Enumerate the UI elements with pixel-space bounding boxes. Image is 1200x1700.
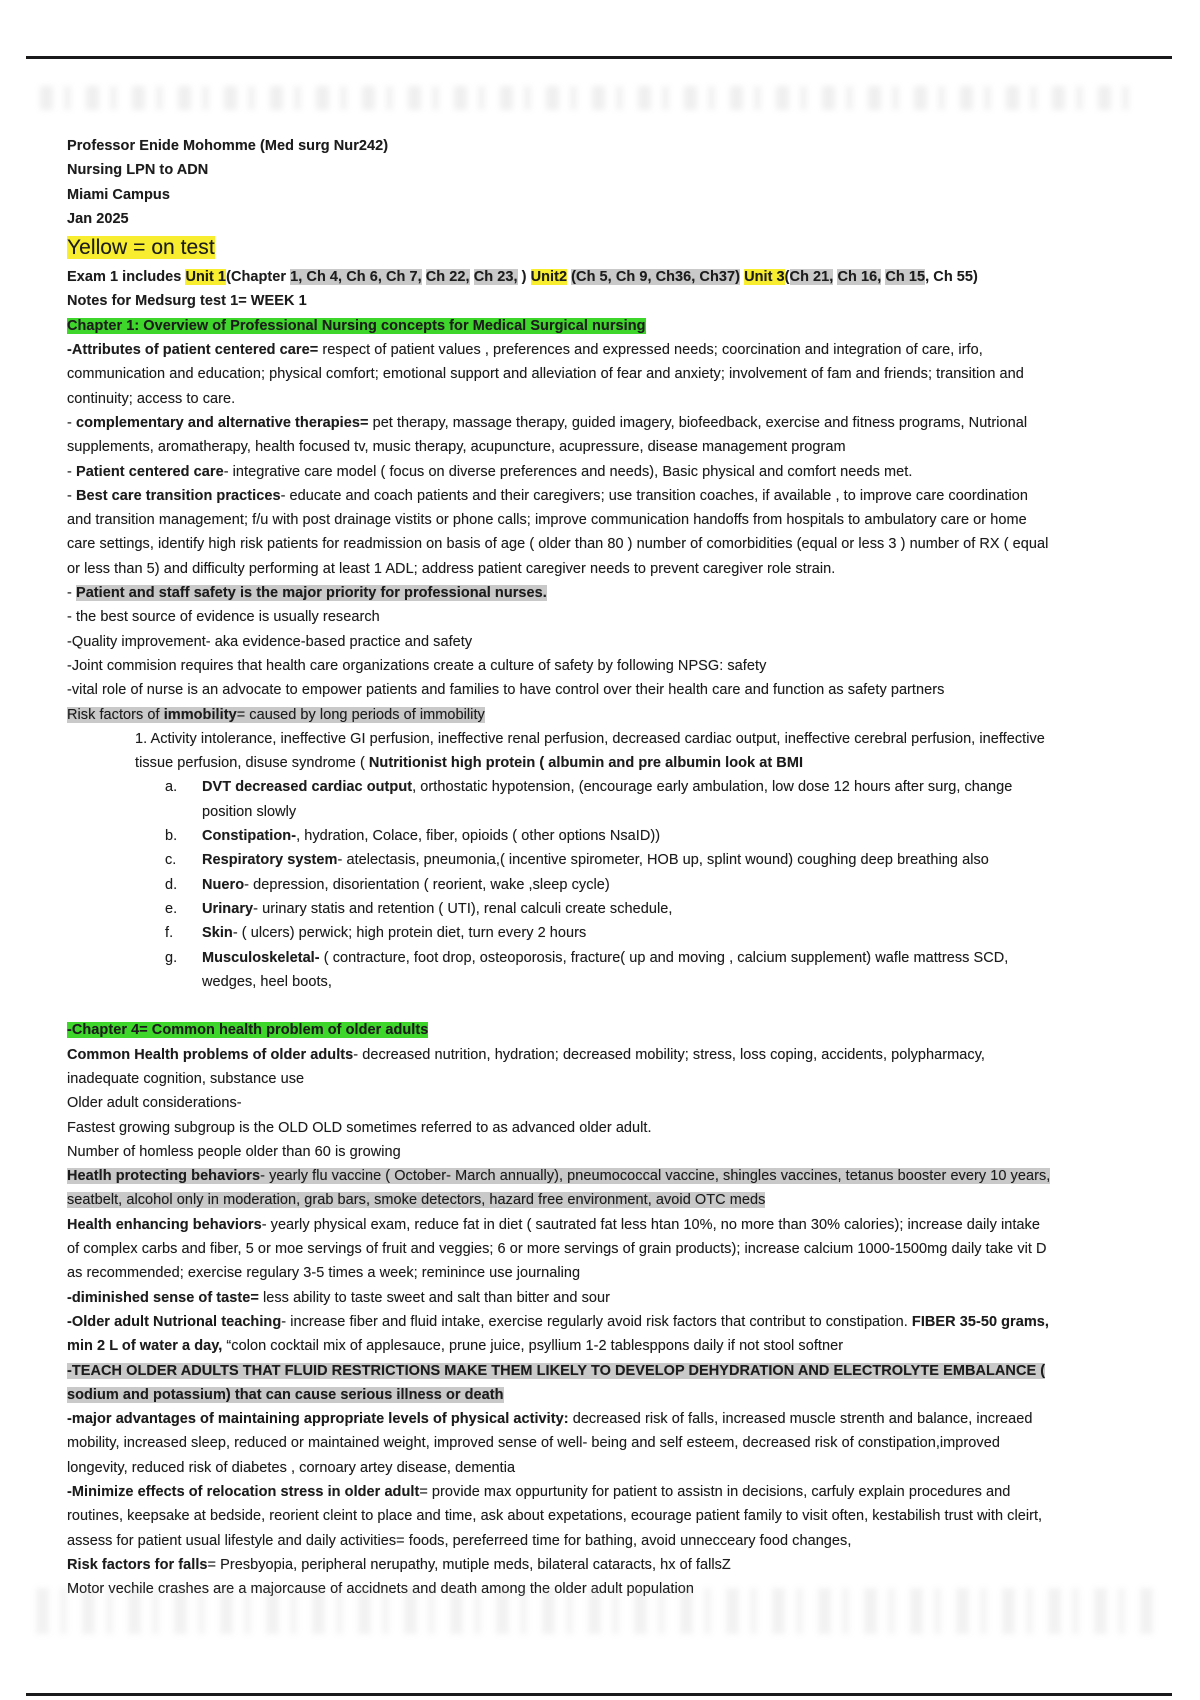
text-line (67, 314, 1052, 338)
text-segment: -Minimize effects of relocation stress in older adult (67, 1484, 420, 1501)
text-segment: decreased risk of falls, increased muscle strenth and balance, increaed mobility, increased sleep, reduced or maintained weight, improved sense of well- being and self esteem, decreased risk of constipation,improved longevity, reduced risk of diabetes , cornoary artey disease, dementia (67, 1411, 1033, 1476)
text-segment: Exam 1 includes (67, 269, 186, 286)
text-segment: -Attributes of patient centered care= (67, 342, 319, 359)
text-segment: DVT decreased cardiac output (202, 779, 413, 796)
list-marker: e. (165, 900, 178, 917)
text-line (67, 338, 1052, 411)
text-segment: Health enhancing behaviors (67, 1216, 262, 1233)
list-item (67, 824, 1052, 848)
list-item (67, 921, 1052, 945)
text-line (67, 460, 1052, 484)
text-line (67, 727, 1052, 776)
text-segment: -vital role of nurse is an advocate to empower patients and families to have control over their health care and function as safety partners (67, 682, 945, 699)
text-segment: “colon cocktail mix of applesauce, prune juice, psyllium 1-2 tablesppons daily if not stool softner (222, 1338, 844, 1355)
text-line (67, 158, 1052, 182)
text-segment: 1, Ch 4, Ch 6, Ch 7, (290, 269, 422, 286)
text-line (67, 1310, 1052, 1359)
text-segment: Number of homless people older than 60 is growing (67, 1143, 401, 1160)
text-segment: Constipation- (202, 828, 297, 845)
text-line (67, 289, 1052, 313)
text-segment: Professor Enide Mohomme (Med surg Nur242) (67, 138, 389, 154)
text-segment: - educate and coach patients and their caregivers; use transition coaches, if available , to improve care coordination and transition management; f/u with post drainage vistits or phone calls; improve communication handoffs from hospitals to ambulatory care or home care settings, identify high risk patients for readmission on basis of age ( older than 80 ) number of comorbidities (equal or less 3 ) number of RX ( equal or less than 5) and difficulty performing at least 1 ADL; address patient caregiver needs to prevent caregiver role strain. (67, 487, 1049, 577)
text-segment: Urinary (202, 900, 254, 917)
list-item (67, 848, 1052, 872)
text-segment: ( contracture, foot drop, osteoporosis, fracture( up and moving , calcium supplement) wafle mattress SCD, wedges, heel boots, (202, 949, 1009, 990)
text-line (67, 1553, 1052, 1577)
text-segment: -Chapter 4= Common health problem of older adults (67, 1022, 429, 1039)
text-segment: Ch 16, (837, 269, 882, 286)
text-segment: Heatlh protecting behaviors (67, 1168, 261, 1185)
text-segment: Yellow = on test (67, 236, 215, 260)
text-line (67, 265, 1052, 289)
text-segment: pet therapy, massage therapy, guided imagery, biofeedback, exercise and fitness programs, Nutrional supplements, aromatherapy, health focused tv, music therapy, acupuncture, acupressure, disease management program (67, 414, 1028, 456)
text-segment: - urinary statis and retention ( UTI), renal calculi create schedule, (253, 900, 673, 917)
text-segment: - integrative care model ( focus on diverse preferences and needs), Basic physical and comfort needs met. (223, 463, 913, 480)
text-segment: - ( ulcers) perwick; high protein diet, turn every 2 hours (232, 925, 587, 942)
text-segment: Ch 21, (789, 269, 834, 286)
text-segment: ) (517, 269, 531, 286)
text-segment: -Older adult Nutrional teaching (67, 1313, 282, 1330)
text-line (67, 630, 1052, 654)
text-line (67, 605, 1052, 629)
list-item-text (202, 873, 1052, 897)
list-item-text (202, 897, 1052, 921)
text-segment: -TEACH OLDER ADULTS THAT FLUID RESTRICTIONS MAKE THEM LIKELY TO DEVELOP DEHYDRATION AND ELECTROLYTE EMBALANCE ( sodium and potassium) that can cause serious illness or death (67, 1362, 1046, 1403)
text-segment: - decreased nutrition, hydration; decreased mobility; stress, loss coping, accidents, polypharmacy, inadequate cognition, substance use (67, 1046, 986, 1087)
page-rule-top (26, 56, 1172, 59)
text-line (67, 484, 1052, 581)
text-segment: - (67, 463, 76, 480)
text-segment: Nuero (202, 876, 245, 893)
text-line (67, 411, 1052, 460)
text-segment: respect of patient values , preferences and expressed needs; coorcination and integration of care, irfo, communication and education; physical comfort; emotional support and alleviation of fear and anxiety; involvement of fam and friends; transition and continuity; access to care. (67, 342, 1024, 407)
text-segment: Unit2 (530, 269, 568, 286)
text-segment: = provide max oppurtunity for patient to assistn in decisions, carfuly explain procedures and routines, keepsake at bedside, reorient cleint to place and time, ask about expetations, ecourage patient family to visit often, kestabilish trust with cleirt, assess for patient usual lifestyle and daily activities= foods, pereferreed time for bathing, avoid unnecceary food changes, (67, 1484, 1043, 1549)
text-line (67, 1213, 1052, 1286)
text-line (67, 1480, 1052, 1553)
list-item-text (202, 921, 1052, 945)
text-segment: FIBER 35-50 grams, min 2 L of water a day, (67, 1313, 1049, 1355)
text-segment: Ch 23, (473, 269, 518, 286)
list-item (67, 775, 1052, 824)
text-segment: complementary and alternative therapies= (75, 414, 369, 431)
text-line (67, 1359, 1052, 1408)
text-segment: Skin (202, 925, 233, 942)
text-segment: , Ch 55) (925, 269, 978, 286)
text-segment: Miami Campus (67, 186, 170, 203)
text-segment: , hydration, Colace, fiber, opioids ( other options NsaID)) (296, 828, 661, 845)
text-line (67, 1091, 1052, 1115)
list-marker: f. (165, 925, 174, 942)
text-segment: -diminished sense of taste= (67, 1289, 259, 1306)
text-line (67, 1043, 1052, 1092)
text-segment: - (67, 585, 76, 602)
page-rule-bottom (26, 1693, 1172, 1696)
text-line (67, 231, 1052, 265)
list-marker: c. (165, 852, 177, 869)
document-content (67, 134, 1052, 1602)
text-line (67, 1407, 1052, 1480)
list-marker: d. (165, 876, 178, 893)
text-segment: , orthostatic hypotension, (encourage early ambulation, low dose 12 hours after surg, change position slowly (202, 779, 1013, 820)
text-segment: -Quality improvement- aka evidence-based practice and safety (67, 633, 473, 650)
text-segment: = caused by long periods of immobility (236, 706, 485, 723)
text-line (67, 134, 1052, 158)
list-marker: a. (165, 779, 178, 796)
text-line (67, 1018, 1052, 1042)
text-segment: Ch 22, (425, 269, 470, 286)
text-segment: -major advantages of maintaining appropriate levels of physical activity: (67, 1411, 569, 1428)
text-line (67, 1116, 1052, 1140)
text-segment: (Chapter (226, 269, 291, 286)
text-segment: Unit 1 (185, 269, 227, 286)
text-segment: (Ch 5, Ch 9, Ch36, Ch37) (571, 269, 740, 286)
text-line (67, 703, 1052, 727)
text-segment: - (67, 487, 76, 504)
list-marker: g. (165, 949, 178, 966)
list-item-text (202, 946, 1052, 995)
text-segment: = Presbyopia, peripheral nerupathy, mutiple meds, bilateral cataracts, hx of fallsZ (207, 1556, 731, 1573)
text-segment: - yearly flu vaccine ( October- March annually), pneumococcal vaccine, shingles vaccines, tetanus booster every 10 years, seatbelt, alcohol only in moderation, grab bars, smoke detectors, hazard free environment, avoid OTC meds (67, 1168, 1051, 1209)
text-line (67, 1164, 1052, 1213)
text-segment: - depression, disorientation ( reorient, wake ,sleep cycle) (244, 876, 610, 893)
text-segment: Ch 15 (885, 269, 926, 286)
list-item (67, 873, 1052, 897)
text-segment: Patient and staff safety is the major priority for professional nurses. (75, 585, 547, 602)
text-segment: - the best source of evidence is usually research (67, 609, 380, 626)
text-line (67, 678, 1052, 702)
text-line (67, 654, 1052, 678)
text-segment: Notes for Medsurg test 1= WEEK 1 (67, 293, 307, 310)
text-segment: Fastest growing subgroup is the OLD OLD sometimes referred to as advanced older adult. (67, 1119, 652, 1136)
text-segment: Risk factors for falls (67, 1556, 208, 1573)
text-segment: Motor vechile crashes are a majorcause of accidnets and death among the older adult population (67, 1581, 694, 1598)
text-segment: - yearly physical exam, reduce fat in diet ( sautrated fat less htan 10%, no more than 30% calories); increase daily intake of complex carbs and fiber, 5 or moe servings of fruit and veggies; 6 or more servings of grain products); increase calcium 1000-1500mg daily take vit D as recommended; exercise regulary 3-5 times a week; reminince use journaling (67, 1216, 1047, 1282)
text-segment: less ability to taste sweet and salt than bitter and sour (258, 1289, 611, 1306)
text-segment: ( (784, 269, 790, 286)
text-segment: Musculoskeletal- (202, 949, 320, 966)
list-marker: b. (165, 828, 178, 845)
text-segment: -Joint commision requires that health care organizations create a culture of safety by following NPSG: safety (67, 657, 767, 674)
text-segment: - increase fiber and fluid intake, exercise regularly avoid risk factors that contribut to constipation. (281, 1313, 912, 1330)
text-segment: Common Health problems of older adults (67, 1046, 354, 1063)
text-segment: Chapter 1: Overview of Professional Nursing concepts for Medical Surgical nursing (67, 317, 646, 334)
text-line (67, 207, 1052, 231)
bleed-through-text-bottom (36, 1588, 1154, 1634)
text-segment: - atelectasis, pneumonia,( incentive spirometer, HOB up, splint wound) coughing deep breathing also (337, 852, 989, 869)
text-segment: Nursing LPN to ADN (67, 162, 209, 179)
text-segment: Best care transition practices (75, 487, 281, 504)
list-item (67, 946, 1052, 995)
bleed-through-text-top (40, 86, 1136, 110)
text-line (67, 581, 1052, 605)
text-segment: immobility (163, 706, 237, 723)
list-item-text (202, 775, 1052, 824)
text-line (67, 183, 1052, 207)
text-segment: 1. Activity intolerance, ineffective GI perfusion, ineffective renal perfusion, decreased cardiac output, ineffective cerebral perfusion, ineffective tissue perfusion, disuse syndrome ( (135, 730, 1045, 772)
text-segment: Respiratory system (202, 852, 338, 869)
text-segment: - (67, 414, 76, 431)
list-item-text (202, 848, 1052, 872)
list-item-text (202, 824, 1052, 848)
text-segment: Unit 3 (744, 269, 785, 286)
text-line (67, 1140, 1052, 1164)
text-segment: Patient centered care (75, 463, 224, 480)
text-segment: Risk factors of (67, 706, 164, 723)
spacer (67, 994, 1052, 1018)
list-item (67, 897, 1052, 921)
text-segment: Nutritionist high protein ( albumin and pre albumin look at BMI (368, 755, 804, 772)
text-line (67, 1286, 1052, 1310)
text-segment: Jan 2025 (67, 210, 129, 227)
text-segment: Older adult considerations- (67, 1095, 242, 1112)
